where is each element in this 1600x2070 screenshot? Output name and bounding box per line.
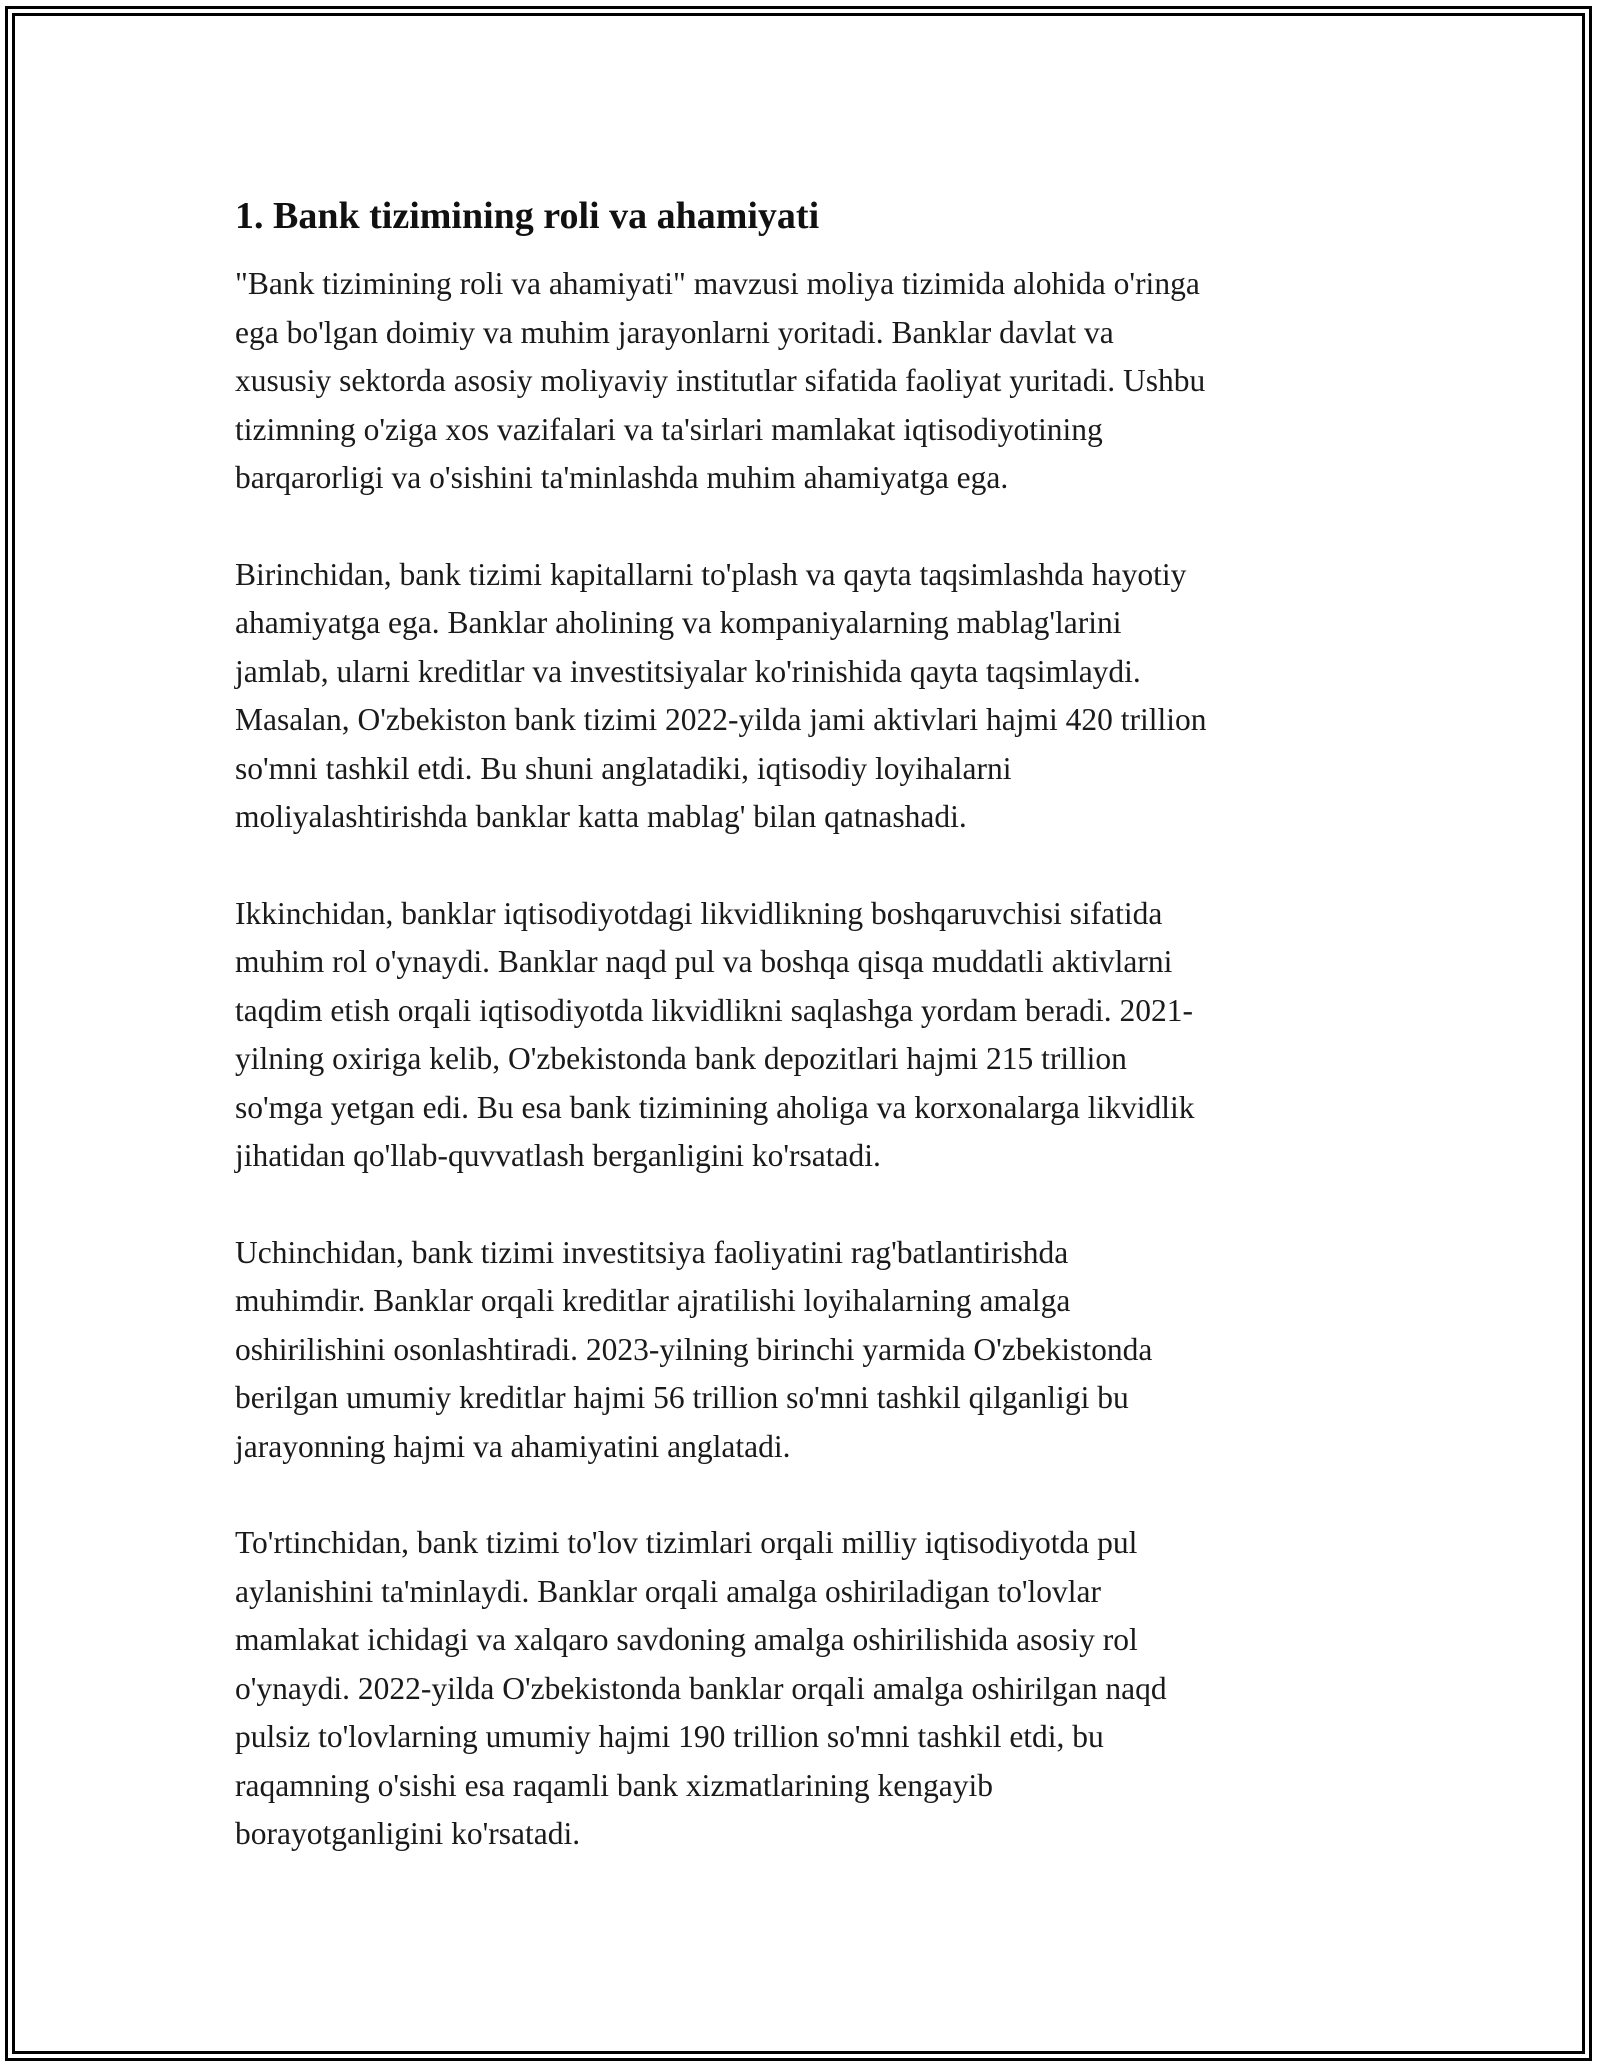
- paragraph-first: [235, 551, 1375, 842]
- text-line: taqdim etish orqali iqtisodiyotda likvidlikni saqlashga yordam beradi. 2021-: [235, 992, 1193, 1028]
- text-line: Uchinchidan, bank tizimi investitsiya faoliyatini rag'batlantirishda: [235, 1234, 1069, 1270]
- text-line: aylanishini ta'minlaydi. Banklar orqali amalga oshiriladigan to'lovlar: [235, 1573, 1102, 1609]
- text-line: Birinchidan, bank tizimi kapitallarni to'plash va qayta taqsimlashda hayotiy: [235, 556, 1187, 592]
- section-heading: 1. Bank tizimining roli va ahamiyati: [235, 195, 820, 237]
- text-line: moliyalashtirishda banklar katta mablag' bilan qatnashadi.: [235, 799, 967, 834]
- text-line: so'mni tashkil etdi. Bu shuni anglatadiki, iqtisodiy loyihalarni: [235, 750, 1012, 786]
- paragraph-second: [235, 890, 1375, 1181]
- text-line: To'rtinchidan, bank tizimi to'lov tizimlari orqali milliy iqtisodiyotda pul: [235, 1525, 1138, 1560]
- text-line: pulsiz to'lovlarning umumiy hajmi 190 trillion so'mni tashkil etdi, bu: [235, 1719, 1104, 1754]
- text-line: raqamning o'sishi esa raqamli bank xizmatlarining kengayib: [235, 1767, 993, 1803]
- text-line: ahamiyatga ega. Banklar aholining va kompaniyalarning mablag'larini: [235, 605, 1122, 640]
- text-line: jarayonning hajmi va ahamiyatini anglatadi.: [235, 1428, 791, 1464]
- text-line: barqarorligi va o'sishini ta'minlashda muhim ahamiyatga ega.: [235, 460, 1009, 495]
- text-line: muhim rol o'ynaydi. Banklar naqd pul va boshqa qisqa muddatli aktivlarni: [235, 944, 1173, 979]
- text-line: jihatidan qo'llab-quvvatlash berganligini ko'rsatadi.: [235, 1138, 881, 1173]
- paragraph-intro: [235, 260, 1375, 503]
- text-line: Masalan, O'zbekiston bank tizimi 2022-yilda jami aktivlari hajmi 420 trillion: [235, 702, 1207, 737]
- text-line: xususiy sektorda asosiy moliyaviy institutlar sifatida faoliyat yuritadi. Ushbu: [235, 363, 1206, 398]
- text-line: tizimning o'ziga xos vazifalari va ta'sirlari mamlakat iqtisodiyotining: [235, 411, 1103, 447]
- text-line: berilgan umumiy kreditlar hajmi 56 trillion so'mni tashkil qilganligi bu: [235, 1380, 1129, 1415]
- text-line: oshirilishini osonlashtiradi. 2023-yilning birinchi yarmida O'zbekistonda: [235, 1331, 1153, 1367]
- document-body: [235, 190, 1375, 1907]
- text-line: Ikkinchidan, banklar iqtisodiyotdagi likvidlikning boshqaruvchisi sifatida: [235, 895, 1163, 931]
- text-line: ega bo'lgan doimiy va muhim jarayonlarni yoritadi. Banklar davlat va: [235, 314, 1114, 350]
- text-line: muhimdir. Banklar orqali kreditlar ajratilishi loyihalarning amalga: [235, 1283, 1071, 1318]
- text-line: borayotganligini ko'rsatadi.: [235, 1816, 581, 1851]
- text-line: so'mga yetgan edi. Bu esa bank tizimining aholiga va korxonalarga likvidlik: [235, 1089, 1195, 1125]
- text-line: o'ynaydi. 2022-yilda O'zbekistonda banklar orqali amalga oshirilgan naqd: [235, 1670, 1167, 1706]
- text-line: "Bank tizimining roli va ahamiyati" mavzusi moliya tizimida alohida o'ringa: [235, 266, 1200, 301]
- paragraph-third: [235, 1229, 1375, 1472]
- text-line: mamlakat ichidagi va xalqaro savdoning amalga oshirilishida asosiy rol: [235, 1622, 1138, 1657]
- paragraph-fourth: [235, 1519, 1375, 1859]
- text-line: yilning oxiriga kelib, O'zbekistonda bank depozitlari hajmi 215 trillion: [235, 1041, 1127, 1076]
- text-line: jamlab, ularni kreditlar va investitsiyalar ko'rinishida qayta taqsimlaydi.: [235, 653, 1141, 689]
